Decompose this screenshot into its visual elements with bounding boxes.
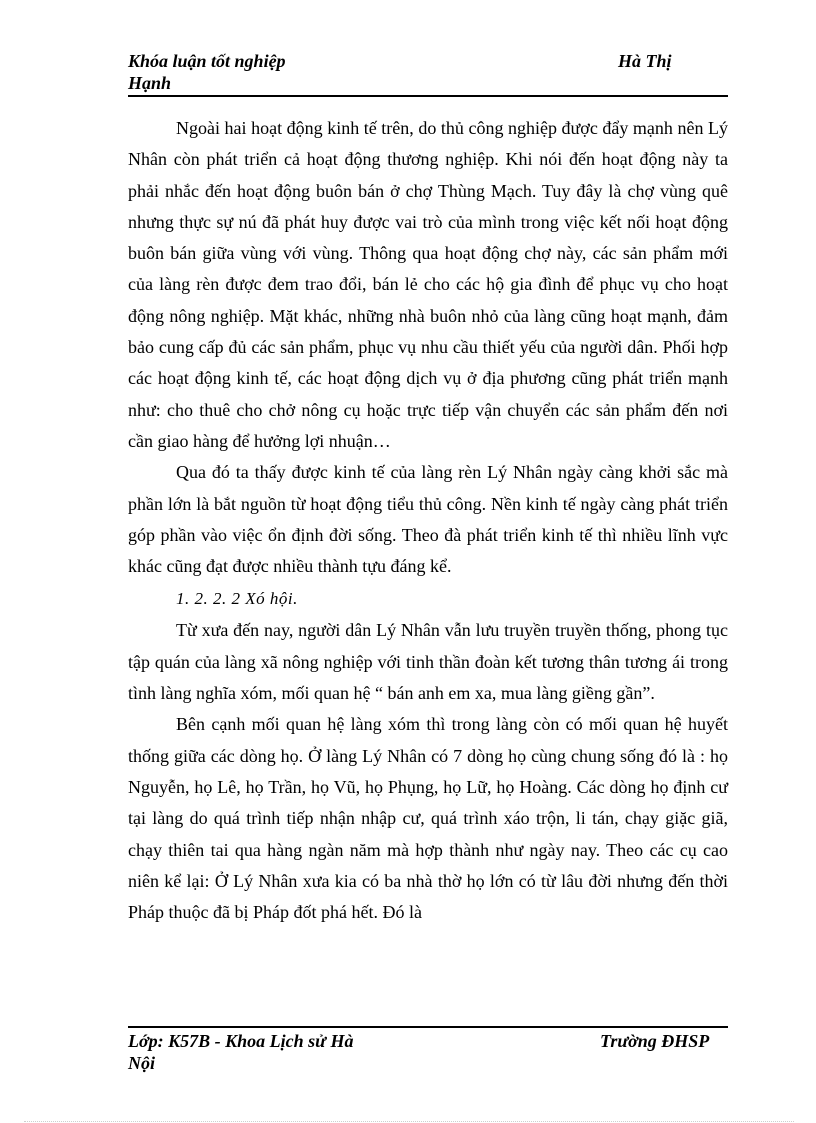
section-heading-society: 1. 2. 2. 2 Xó hội. (176, 589, 298, 609)
header-author: Hà Thị (618, 51, 672, 71)
header-thesis-title: Khóa luận tốt nghiệp Hạnh (128, 51, 286, 93)
header-divider (128, 95, 728, 97)
page-header (128, 48, 728, 100)
footer-divider (128, 1026, 728, 1028)
paragraph-commerce: Ngoài hai hoạt động kinh tế trên, do thủ công nghiệp được đẩy mạnh nên Lý Nhân còn phát triển cả hoạt động thương nghiệp. Khi nói đến hoạt động này ta phải nhắc đến hoạt động buôn bán ở chợ Thùng Mạch. Tuy đây là chợ vùng quê nhưng thực sự nú đã phát huy được vai trò của mình trong việc kết nối hoạt động buôn bán giữa vùng với vùng. Thông qua hoạt động chợ này, các sản phẩm mới của làng rèn được đem trao đổi, bán lẻ cho các hộ gia đình để phục vụ cho hoạt động nông nghiệp. Mặt khác, những nhà buôn nhỏ của làng cũng hoạt mạnh, đảm bảo cung cấp đủ các sản phẩm, phục vụ nhu cầu thiết yếu của người dân. Phối hợp các hoạt động kinh tế, các hoạt động dịch vụ ở địa phương cũng phát triển mạnh như: cho thuê cho chở nông cụ hoặc trực tiếp vận chuyển các sản phẩm đến nơi cần giao hàng để hưởng lợi nhuận… (128, 118, 728, 451)
paragraph-economy-summary: Qua đó ta thấy được kinh tế của làng rèn Lý Nhân ngày càng khởi sắc mà phần lớn là bắt nguồn từ hoạt động tiểu thủ công. Nền kinh tế ngày càng phát triển góp phần vào việc ổn định đời sống. Theo đà phát triển kinh tế thì nhiều lĩnh vực khác cũng đạt được nhiều thành tựu đáng kể. (128, 462, 728, 577)
page-bottom-edge (24, 1121, 794, 1122)
footer-university: Trường ĐHSP (600, 1031, 710, 1051)
footer-class-info: Lớp: K57B - Khoa Lịch sử Hà Nội (128, 1031, 354, 1073)
page-footer (128, 1030, 728, 1080)
document-body (128, 113, 728, 928)
paragraph-traditions: Từ xưa đến nay, người dân Lý Nhân vẫn lưu truyền truyền thống, phong tục tập quán của làng xã nông nghiệp với tinh thần đoàn kết tương thân tương ái trong tình làng nghĩa xóm, mối quan hệ “ bán anh em xa, mua làng giềng gần”. (128, 620, 728, 704)
paragraph-clans: Bên cạnh mối quan hệ làng xóm thì trong làng còn có mối quan hệ huyết thống giữa các dòng họ. Ở làng Lý Nhân có 7 dòng họ cùng chung sống đó là : họ Nguyễn, họ Lê, họ Trần, họ Vũ, họ Phụng, họ Lữ, họ Hoàng. Các dòng họ định cư tại làng do quá trình tiếp nhận nhập cư, quá trình xáo trộn, li tán, chạy giặc giã, chạy thiên tai qua hàng ngàn năm mà hợp thành như ngày nay. Theo các cụ cao niên kể lại: Ở Lý Nhân xưa kia có ba nhà thờ họ lớn có từ lâu đời nhưng đến thời Pháp thuộc đã bị Pháp đốt phá hết. Đó là (128, 714, 728, 923)
